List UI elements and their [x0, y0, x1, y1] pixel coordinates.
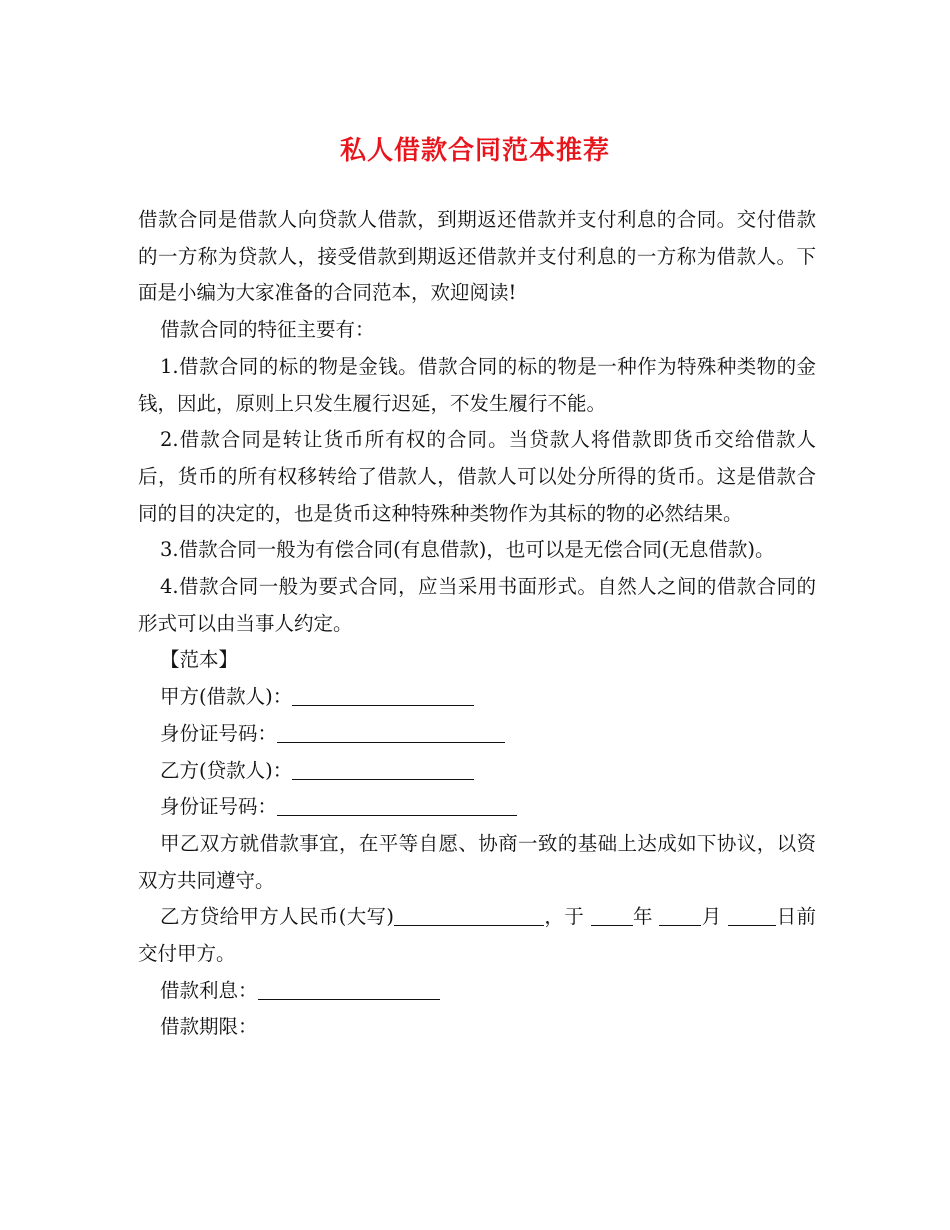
feature-item-4: 4.借款合同一般为要式合同，应当采用书面形式。自然人之间的借款合同的形式可以由当事人约定。: [138, 575, 816, 635]
borrower-id-blank: [277, 722, 505, 743]
interest-blank: [258, 979, 440, 1000]
loan-month-blank: [659, 905, 701, 926]
loan-month-label: 月: [701, 905, 722, 929]
interest-label: 借款利息：: [160, 978, 258, 1002]
document-title: 私人借款合同范本推荐: [339, 136, 610, 166]
agreement-paragraph: 甲乙双方就借款事宜，在平等自愿、协商一致的基础上达成如下协议，以资双方共同遵守。: [138, 831, 816, 892]
template-heading: 【范本】: [160, 648, 239, 672]
borrower-id-label: 身份证号码：: [160, 721, 278, 745]
feature-item-1: 1.借款合同的标的物是金钱。借款合同的标的物是一种作为特殊种类物的金钱，因此，原则上只发生履行迟延，不发生履行不能。: [138, 354, 816, 415]
feature-item-3: 3.借款合同一般为有偿合同(有息借款)，也可以是无偿合同(无息借款)。: [160, 538, 775, 562]
lender-id-field: [138, 789, 816, 826]
features-heading: 借款合同的特征主要有：: [160, 318, 375, 342]
lender-label: 乙方(贷款人)：: [160, 758, 293, 782]
feature-item-2: 2.借款合同是转让货币所有权的合同。当贷款人将借款即货币交给借款人后，货币的所有权移转给了借款人，借款人可以处分所得的货币。这是借款合同的目的决定的，也是货币这种特殊种类物作为其标的物的必然结果。: [138, 428, 816, 525]
loan-year-blank: [591, 905, 633, 926]
loan-year-label: 年: [632, 905, 653, 929]
borrower-id-field: [138, 716, 816, 753]
lender-blank: [292, 759, 474, 780]
interest-field: [138, 973, 816, 1010]
loan-amount-label: 乙方贷给甲方人民币(大写): [160, 905, 395, 929]
borrower-label: 甲方(借款人)：: [160, 685, 293, 709]
document-body: [138, 202, 816, 1046]
loan-date-label: ，于: [544, 905, 585, 929]
loan-amount-blank: [394, 905, 544, 926]
lender-id-label: 身份证号码：: [160, 795, 278, 819]
term-label: 借款期限：: [160, 1015, 258, 1039]
borrower-field: [138, 679, 816, 716]
loan-day-label: 日前交付甲方。: [138, 905, 816, 966]
loan-day-blank: [728, 905, 776, 926]
lender-id-blank: [277, 795, 517, 816]
lender-field: [138, 753, 816, 790]
loan-clause: [138, 899, 816, 972]
borrower-blank: [292, 685, 474, 706]
intro-paragraph: 借款合同是借款人向贷款人借款，到期返还借款并支付利息的合同。交付借款的一方称为贷款人，接受借款到期返还借款并支付利息的一方称为借款人。下面是小编为大家准备的合同范本，欢迎阅读!: [138, 208, 816, 305]
